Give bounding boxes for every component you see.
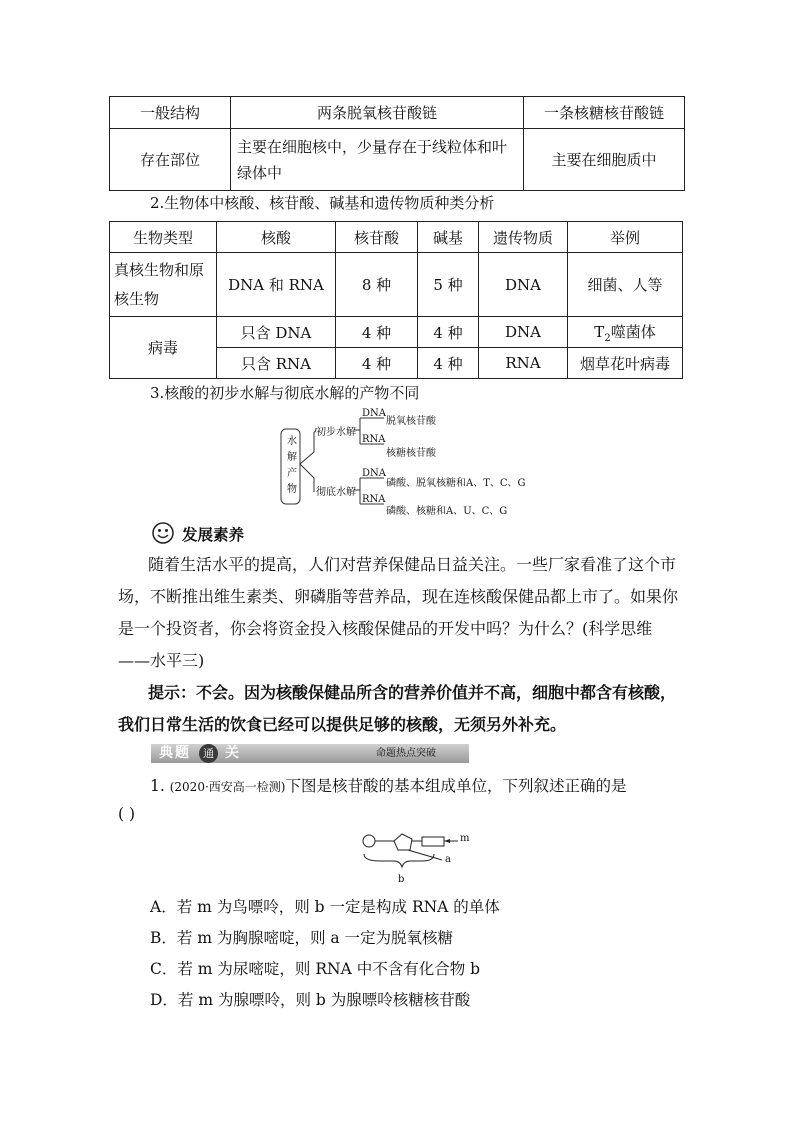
diagram-root: [286, 434, 298, 498]
table-header: 核苷酸: [336, 222, 418, 253]
label-b: b: [398, 874, 405, 885]
root-char: 解: [287, 452, 297, 463]
root-char: 水: [287, 436, 297, 447]
option-d: D．若 m 为腺嘌呤，则 b 为腺嘌呤核糖核苷酸: [150, 991, 471, 1009]
table-cell: 一条核糖核苷酸链: [524, 97, 685, 129]
banner-title: 典题: [159, 745, 191, 761]
table-cell: 真核生物和原核生物: [110, 253, 217, 317]
table-header-row: [110, 222, 683, 253]
complete-hydrolysis-label: 彻底水解: [316, 487, 356, 498]
banner-title-end: 关: [225, 745, 239, 761]
initial-hydrolysis-label: 初步水解: [316, 427, 356, 438]
option-c: C．若 m 为尿嘧啶，则 RNA 中不含有化合物 b: [150, 960, 481, 978]
nucleic-acid-table: [109, 221, 683, 379]
table-header: 举例: [568, 222, 683, 253]
banner-badge: 通: [199, 744, 218, 763]
table-cell: DNA 和 RNA: [217, 253, 336, 317]
smiley-icon: [152, 522, 174, 548]
nucleotide-figure: [360, 830, 480, 890]
table-cell: 存在部位: [110, 129, 231, 191]
table-cell: DNA: [479, 317, 568, 348]
label-m: m: [460, 833, 470, 844]
option-b: B．若 m 为胸腺嘧啶，则 a 一定为脱氧核糖: [150, 929, 454, 947]
table-row: [110, 317, 683, 348]
product-label: 磷酸、脱氧核糖和A、T、C、G: [386, 478, 526, 489]
table-cell: 4 种: [336, 348, 418, 379]
table-header: 生物类型: [110, 222, 217, 253]
hint-paragraph: 提示：不会。因为核酸保健品所含的营养价值并不高，细胞中都含有核酸，我们日常生活的饮食已经可以提供足够的核酸，无须另外补充。: [118, 683, 677, 734]
question-stem: [150, 775, 626, 798]
label-a: a: [445, 854, 451, 865]
rna-label: RNA: [362, 434, 386, 445]
rna-label: RNA: [362, 494, 386, 505]
table-cell: 烟草花叶病毒: [568, 348, 683, 379]
table-cell: 只含 DNA: [217, 317, 336, 348]
hydrolysis-diagram: [280, 406, 560, 518]
table-cell: [568, 317, 683, 348]
table-header: 碱基: [418, 222, 479, 253]
example-t: T: [594, 322, 605, 341]
table-row: [110, 253, 683, 317]
section-heading-2: 2.生物体中核酸、核苷酸、碱基和遗传物质种类分析: [150, 194, 495, 212]
table-cell: 8 种: [336, 253, 418, 317]
question-source: (2020·西安高一检测): [169, 780, 286, 794]
table-cell: 只含 RNA: [217, 348, 336, 379]
product-label: 脱氧核苷酸: [386, 416, 436, 427]
table-cell: 主要在细胞核中，少量存在于线粒体和叶绿体中: [231, 129, 524, 191]
dna-label: DNA: [362, 468, 386, 479]
product-label: 核糖核苷酸: [386, 448, 436, 459]
table-cell: 主要在细胞质中: [524, 129, 685, 191]
product-label: 磷酸、核糖和A、U、C、G: [386, 506, 508, 517]
option-a: A．若 m 为鸟嘌呤，则 b 一定是构成 RNA 的单体: [150, 898, 500, 916]
table-header: 核酸: [217, 222, 336, 253]
develop-paragraph: 随着生活水平的提高，人们对营养保健品日益关注。一些厂家看准了这个市场，不断推出维生素类、卵磷脂等营养品，现在连核酸保健品都上市了。如果你是一个投资者，你会将资金投入核酸保健品的开发中吗？为什么？(科学思维——水平三): [118, 555, 679, 670]
question-text: 下图是核苷酸的基本组成单位，下列叙述正确的是: [285, 777, 627, 795]
question-number: 1.: [150, 777, 165, 795]
dna-label: DNA: [362, 408, 386, 419]
section-banner: [151, 744, 469, 763]
table-cell: RNA: [479, 348, 568, 379]
example-subscript: 2: [604, 332, 611, 344]
banner-note: 命题热点突破: [376, 748, 436, 759]
table-cell: 4 种: [418, 317, 479, 348]
table-cell: 5 种: [418, 253, 479, 317]
develop-title: 发展素养: [182, 525, 245, 544]
table-cell: 一般结构: [110, 97, 231, 129]
example-phage: 噬菌体: [610, 322, 656, 341]
comparison-table-top: [109, 96, 685, 191]
table-row: [110, 97, 685, 129]
table-cell: 4 种: [336, 317, 418, 348]
table-cell: 两条脱氧核苷酸链: [231, 97, 524, 129]
table-cell: 4 种: [418, 348, 479, 379]
table-cell: 病毒: [110, 317, 217, 379]
answer-parentheses: ( ): [118, 805, 136, 823]
table-row: [110, 129, 685, 191]
table-header: 遗传物质: [479, 222, 568, 253]
root-char: 产: [287, 468, 297, 479]
table-cell: 细菌、人等: [568, 253, 683, 317]
root-char: 物: [287, 484, 297, 495]
table-cell: DNA: [479, 253, 568, 317]
section-heading-3: 3.核酸的初步水解与彻底水解的产物不同: [150, 384, 420, 402]
